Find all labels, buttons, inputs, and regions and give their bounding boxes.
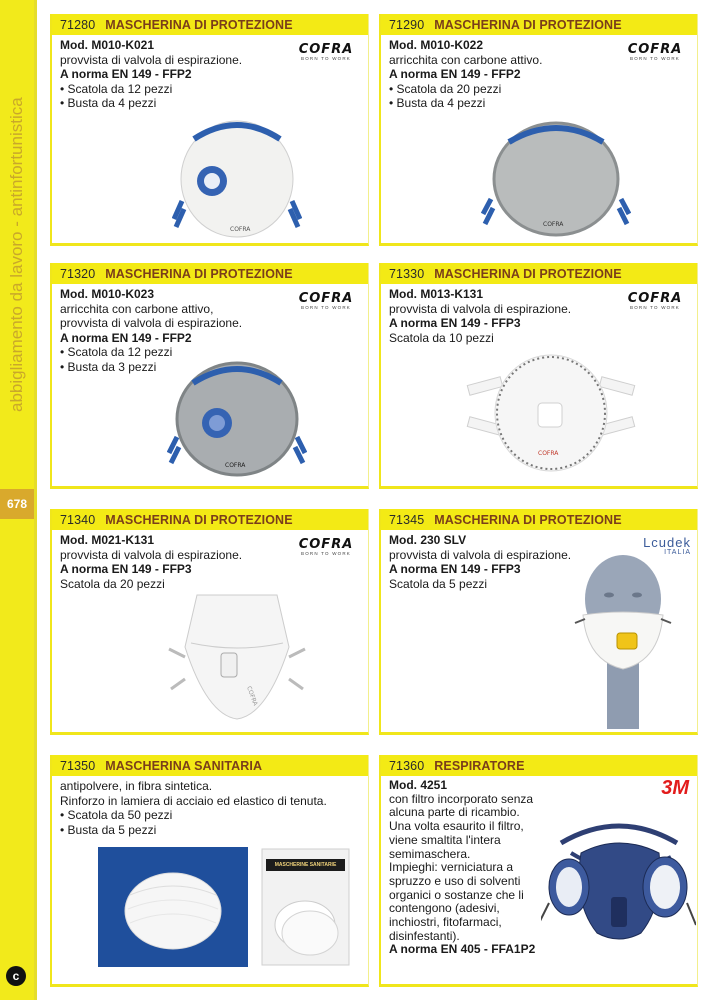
cofra-logo [619,43,691,62]
cofra-logo [290,538,362,557]
product-title: MASCHERINA DI PROTEZIONE [434,17,622,32]
product-title: MASCHERINA DI PROTEZIONE [105,17,293,32]
bullet-item: • Busta da 4 pezzi [60,96,362,111]
model-number: Mod. M021-K131 [60,533,155,547]
page-number: 678 [0,489,34,519]
description-line: antipolvere, in fibra sintetica. [60,779,213,793]
brand-word: COFRA [298,291,354,306]
product-panel-71280 [50,14,369,246]
svg-text:COFRA: COFRA [225,462,246,469]
description-line: provvista di valvola di espirazione. [60,547,243,562]
product-code: 71280 [60,17,96,32]
description-line: inchiostri, fitofarmaci, [389,915,502,930]
brand-tagline: BORN TO WORK [630,56,680,61]
panel-header [381,263,697,284]
model-number: Mod. M010-K022 [389,38,484,52]
panel-header [52,509,368,530]
model-number: Mod. 230 SLV [389,533,467,547]
product-panel-71345 [379,509,698,735]
model-number: Mod. M010-K023 [60,287,155,301]
brand-tagline: BORN TO WORK [301,56,351,61]
brand-word: COFRA [298,537,354,552]
description-line: Rinforzo in lamiera di acciaio ed elastico di tenuta. [60,793,327,808]
mask-carbon-image [481,114,631,239]
panel-header [381,509,697,530]
mannequin-mask-image [573,553,673,729]
respirator-image [541,813,696,953]
bullet-item: • Scatola da 12 pezzi [60,345,362,360]
product-title: MASCHERINA DI PROTEZIONE [434,512,622,527]
brand-word: COFRA [627,291,683,306]
product-title: RESPIRATORE [434,758,525,773]
svg-text:COFRA: COFRA [543,221,564,228]
mask-foldable-image [167,587,307,727]
brand-sub: ITALIA [664,549,691,556]
model-number: Mod. M013-K131 [389,287,484,301]
description-line: organici o sostanze che li [389,887,524,902]
description-line: Una volta esaurito il filtro, [389,819,524,834]
brand-word: COFRA [298,42,354,57]
description-line: provvista di valvola di espirazione. [389,301,572,316]
product-code: 71345 [389,512,425,527]
description-line: arricchita con carbone attivo. [389,52,543,67]
3m-logo: 3M [661,777,689,799]
panel-header [52,14,368,35]
category-label: abbigliamento da lavoro - antinfortunistica [7,97,26,413]
mask-carbon-valve-image [167,355,307,480]
panel-header [52,755,368,776]
norm-line: A norma EN 149 - FFP2 [60,330,192,345]
left-rule [34,0,37,1000]
norm-line: A norma EN 405 - FFA1P2 [389,942,536,957]
sanitary-mask-photo [98,847,248,967]
cofra-logo [290,43,362,62]
description-line: provvista di valvola di espirazione. [389,547,572,562]
package-line: Scatola da 20 pezzi [60,576,165,591]
product-code: 71340 [60,512,96,527]
mask-valve-image [172,109,302,239]
panel-header [381,755,697,776]
description-line: disinfestanti). [389,928,460,943]
brand-tagline: BORN TO WORK [301,551,351,556]
product-title: MASCHERINA DI PROTEZIONE [105,512,293,527]
product-code: 71330 [389,266,425,281]
bullet-item: • Scatola da 12 pezzi [60,82,362,97]
description-line: provvista di valvola di espirazione. [60,316,243,330]
bullet-item: • Scatola da 20 pezzi [389,82,691,97]
cofra-logo [290,292,362,311]
brand-word: Lcudek [643,535,691,550]
model-number: Mod. 4251 [389,778,448,792]
norm-line: A norma EN 149 - FFP3 [389,316,521,330]
panel-header [381,14,697,35]
mask-ffp3-image [466,351,636,479]
package-label: MASCHERINE SANITARIE [274,862,337,868]
description-line: alcuna parte di ricambio. [389,805,520,820]
product-code: 71350 [60,758,96,773]
dust-mask-icon [98,847,248,967]
product-title: MASCHERINA DI PROTEZIONE [105,266,293,281]
package-line: Scatola da 10 pezzi [389,330,494,345]
norm-line: A norma EN 149 - FFP2 [389,67,521,81]
product-panel-71350 [50,755,369,987]
svg-text:COFRA: COFRA [230,226,251,233]
product-code: 71360 [389,758,425,773]
cofra-logo [619,292,691,311]
bullet-item: • Busta da 3 pezzi [60,360,362,375]
sanitary-mask-package [258,847,353,967]
brand-word: COFRA [627,42,683,57]
description-line: viene smaltita l'intera [389,832,501,847]
product-code: 71290 [389,17,425,32]
description-line: Impieghi: verniciatura a [389,860,514,875]
norm-line: A norma EN 149 - FFP2 [60,67,192,81]
panel-header [52,263,368,284]
product-panel-71320 [50,263,369,489]
description-line: arricchita con carbone attivo, [60,301,214,316]
product-panel-71340 [50,509,369,735]
product-panel-71290 [379,14,698,246]
svg-text:COFRA: COFRA [245,685,259,707]
product-title: MASCHERINA DI PROTEZIONE [434,266,622,281]
description-line: provvista di valvola di espirazione. [60,52,243,67]
description-line: spruzzo e uso di solventi [389,873,521,888]
norm-line: A norma EN 149 - FFP3 [389,562,521,576]
publisher-logo: c [6,966,26,986]
product-panel-71360 [379,755,698,987]
description-line: con filtro incorporato senza [389,791,534,806]
bullet-item: • Scatola da 50 pezzi [60,808,362,823]
norm-line: A norma EN 149 - FFP3 [60,562,192,576]
brand-tagline: BORN TO WORK [630,305,680,310]
product-panel-71330 [379,263,698,489]
product-title: MASCHERINA SANITARIA [105,758,263,773]
description-line: contengono (adesivi, [389,901,500,916]
package-line: Scatola da 5 pezzi [389,576,488,591]
product-code: 71320 [60,266,96,281]
brand-tagline: BORN TO WORK [301,305,351,310]
model-number: Mod. M010-K021 [60,38,155,52]
svg-text:COFRA: COFRA [538,450,559,457]
bullet-item: • Busta da 4 pezzi [389,96,691,111]
bullet-item: • Busta da 5 pezzi [60,823,362,838]
description-line: semimaschera. [389,846,471,861]
